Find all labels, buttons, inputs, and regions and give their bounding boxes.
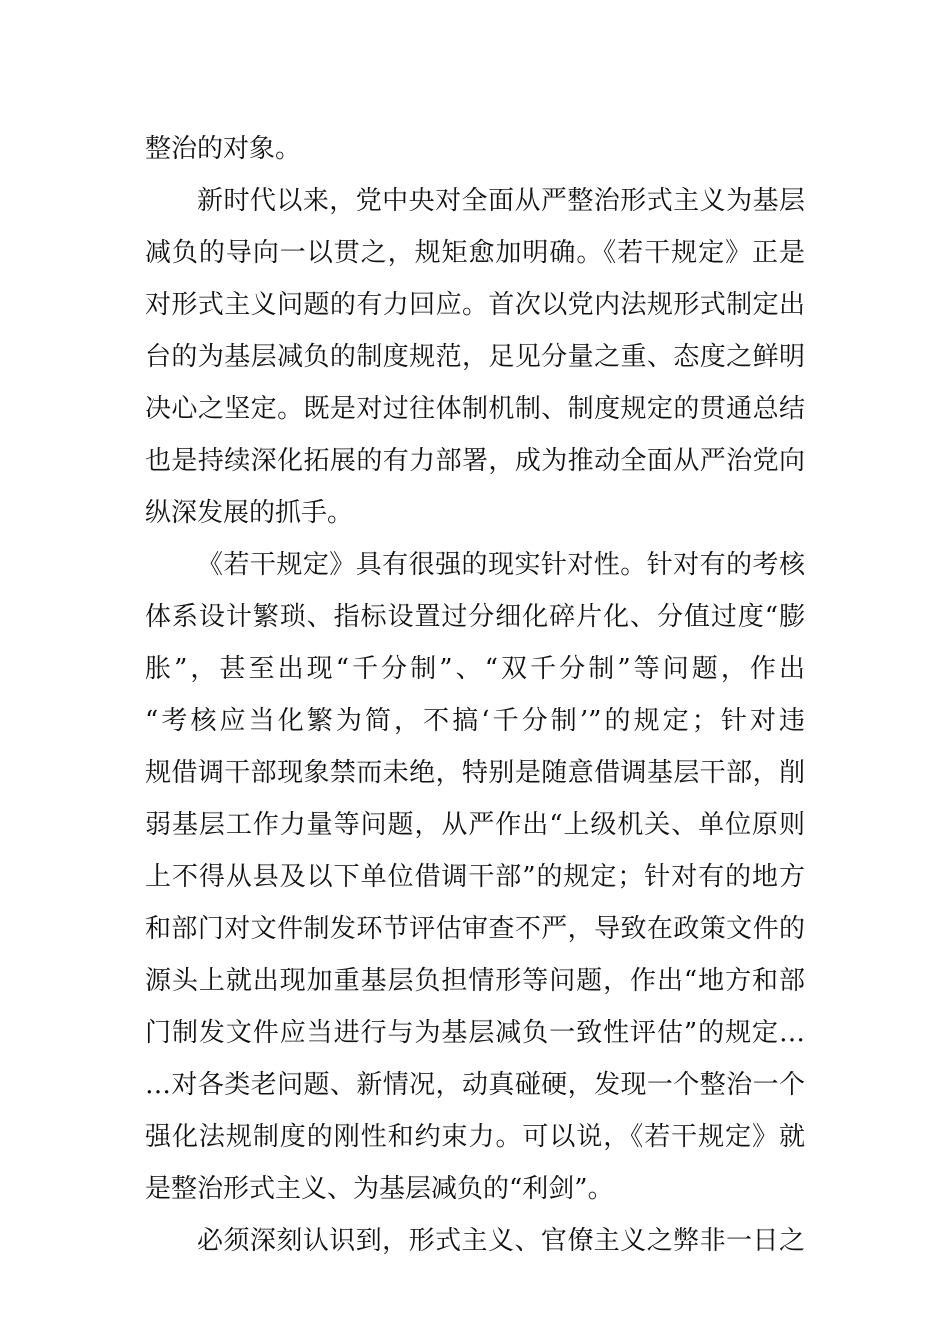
text-line: 源头上就出现加重基层负担情形等问题，作出“地方和部	[145, 966, 805, 996]
text-line: 上不得从县及以下单位借调干部”的规定；针对有的地方	[145, 862, 805, 892]
text-line: 门制发文件应当进行与为基层减负一致性评估”的规定…	[145, 1018, 805, 1048]
text-line: 胀”，甚至出现“千分制”、“双千分制”等问题，作出	[145, 654, 805, 684]
text-line: 和部门对文件制发环节评估审查不严，导致在政策文件的	[145, 914, 805, 944]
text-line: 是整治形式主义、为基层减负的“利剑”。	[145, 1174, 614, 1204]
text-line: 减负的导向一以贯之，规矩愈加明确。《若干规定》正是	[145, 238, 805, 268]
text-line: …对各类老问题、新情况，动真碰硬，发现一个整治一个	[145, 1070, 805, 1100]
paragraph-1-first-line: 新时代以来，党中央对全面从严整治形式主义为基层	[197, 186, 805, 216]
paragraph-2-first-line: 《若干规定》具有很强的现实针对性。针对有的考核	[197, 550, 805, 580]
text-line: 弱基层工作力量等问题，从严作出“上级机关、单位原则	[145, 810, 805, 840]
text-line: 纵深发展的抓手。	[145, 498, 354, 528]
text-line: 规借调干部现象禁而未绝，特别是随意借调基层干部，削	[145, 758, 805, 788]
text-line: 台的为基层减负的制度规范，足见分量之重、态度之鲜明	[145, 342, 805, 372]
text-line: 对形式主义问题的有力回应。首次以党内法规形式制定出	[145, 290, 805, 320]
text-line: “考核应当化繁为简，不搞‘千分制’”的规定；针对违	[145, 706, 805, 736]
text-line: 整治的对象。	[145, 134, 302, 164]
paragraph-3-first-line: 必须深刻认识到，形式主义、官僚主义之弊非一日之	[197, 1226, 805, 1256]
text-line: 强化法规制度的刚性和约束力。可以说，《若干规定》就	[145, 1122, 805, 1152]
text-line: 决心之坚定。既是对过往体制机制、制度规定的贯通总结	[145, 394, 805, 424]
text-line: 体系设计繁琐、指标设置过分细化碎片化、分值过度“膨	[145, 602, 805, 632]
text-line: 也是持续深化拓展的有力部署，成为推动全面从严治党向	[145, 446, 805, 476]
